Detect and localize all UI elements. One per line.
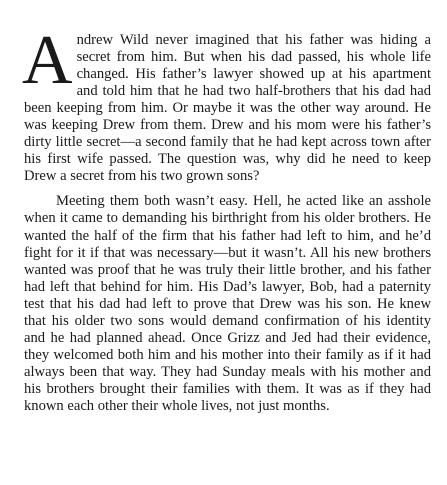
paragraph-1 xyxy=(22,22,431,185)
book-page xyxy=(22,22,431,415)
paragraph-1-text: ndrew Wild never imagined that his father was hiding a secret from him. But when his dad passed, his whole life changed. His father’s lawyer showed up at his apartment and told him that he had two half-brothers that his dad had been keeping from him. Or maybe it was the other way around. He was keeping Drew from them. Drew and his mom were his father’s dirty little secret—a second family that he had kept across town after his first wife passed. The question was, why did he need to keep Drew a secret from his two grown sons? xyxy=(24,32,431,185)
drop-cap: A xyxy=(22,22,73,99)
paragraph-2: Meeting them both wasn’t easy. Hell, he acted like an asshole when it came to demanding his birthright from his older brothers. He wanted the half of the firm that his father had left to him, and he’d fight for it if that was necessary—but it wasn’t. All his new brothers wanted was proof that he was truly their little brother, and his father had left that behind for him. His Dad’s lawyer, Bob, had a paternity test that his dad had left to prove that Drew was his son. He knew that his older two sons would demand confirmation of his identity and he had planned ahead. Once Grizz and Jed had their evidence, they welcomed both him and his mother into their family as if it had always been that way. They had Sunday meals with his mother and his brothers brought their families with them. It was as if they had known each other their whole lives, not just months. xyxy=(24,193,431,414)
